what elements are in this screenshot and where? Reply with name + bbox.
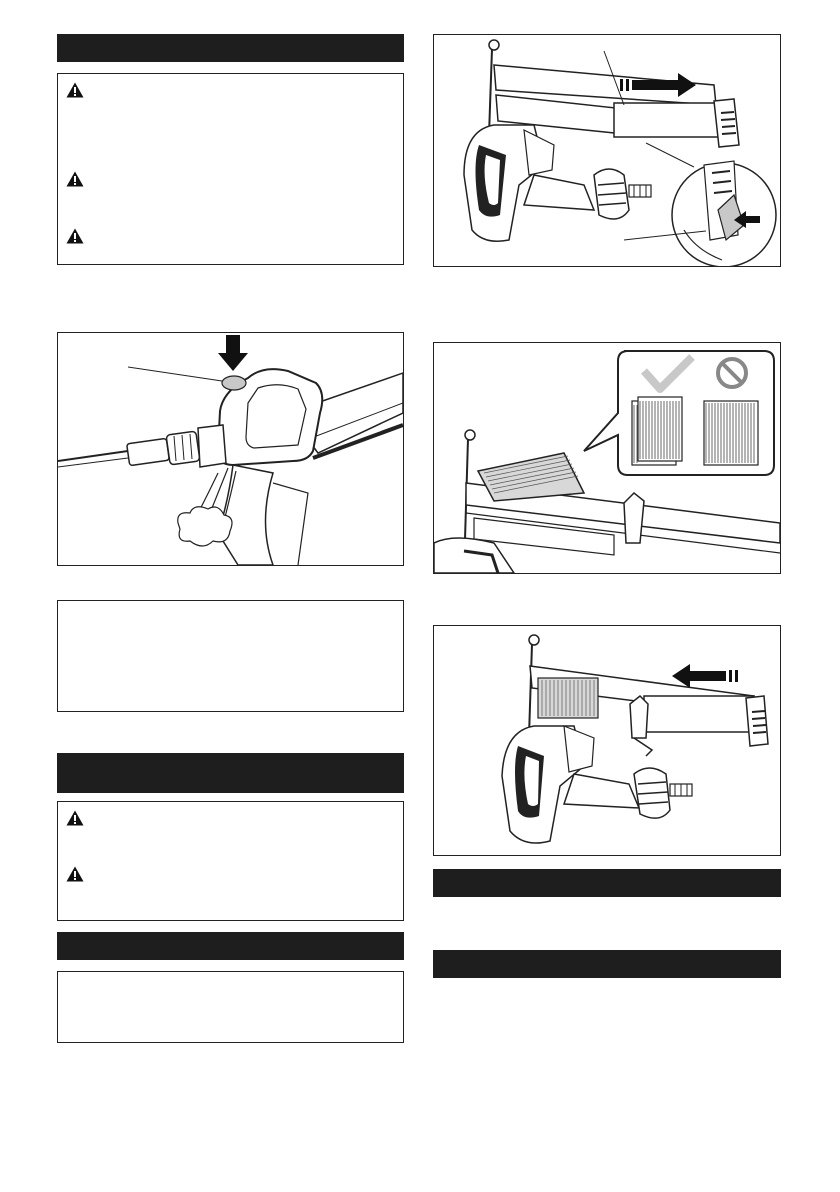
figure-pusher-pull: [433, 34, 781, 267]
figure-staples-insert: [433, 342, 781, 574]
left-arrow-icon: [672, 664, 738, 688]
figure-air-release: [57, 332, 404, 566]
warning-triangle-icon: [66, 866, 84, 882]
note-box-2: [57, 971, 404, 1043]
down-arrow-icon: [218, 335, 248, 371]
figure-pusher-return: [433, 625, 781, 856]
warning-box-2: [57, 801, 404, 921]
magnifier-circle: [646, 143, 776, 266]
section-header-bar-3: [57, 932, 404, 960]
warning-triangle-icon: [66, 82, 84, 98]
warning-triangle-icon: [66, 810, 84, 826]
warning-triangle-icon: [66, 171, 84, 187]
section-header-bar-5: [433, 950, 781, 978]
air-puff-icon: [178, 468, 236, 546]
section-header-bar-1: [57, 34, 404, 62]
section-header-bar-4: [433, 869, 781, 897]
note-box-1: [57, 600, 404, 712]
warning-triangle-icon: [66, 228, 84, 244]
section-header-bar-2: [57, 753, 404, 793]
warning-box-1: [57, 73, 404, 265]
